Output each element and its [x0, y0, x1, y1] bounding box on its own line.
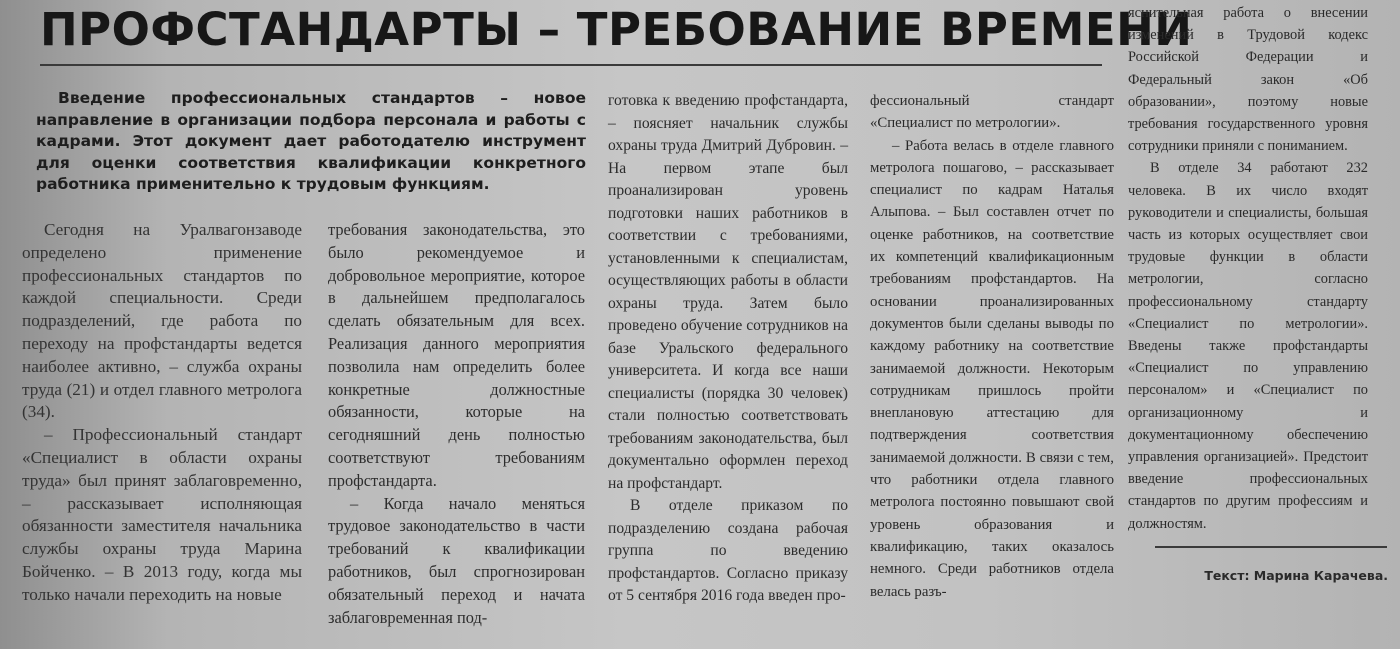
- paragraph: В отделе приказом по подразделению создана рабочая группа по введению профстандартов. Согласно приказу от 5 сентября 2016 года введен про-: [608, 497, 848, 604]
- end-rule: [1155, 546, 1387, 548]
- column-4: [870, 90, 1114, 603]
- paragraph: – Профессиональный стандарт «Специалист в области охраны труда» был принят заблаговременно, – рассказывает исполняющая обязанности заместителя начальника службы охраны труда Марина Бойченко. – В 2013 году, когда мы только начали переходить на новые: [22, 425, 302, 604]
- column-3: [608, 90, 848, 608]
- lead-text: Введение профессиональных стандартов – новое направление в организации подбора персонала и работы с кадрами. Этот документ дает работодателю инструмент для оценки соответствия квалификации конкретного работника применительно к трудовым функциям.: [36, 89, 586, 194]
- paragraph: – Работа велась в отделе главного метролога пошагово, – рассказывает специалист по кадрам Наталья Алыпова. – Был составлен отчет по оценке работников, на соответствие их компетенций квалификационным требованиям профстандартов. На основании проанализированных документов были сделаны выводы по каждому работнику на соответствие занимаемой должности. Некоторым сотрудникам пришлось пройти внеплановую аттестацию для подтверждения соответствия занимаемой должности. В связи с тем, что работники отдела главного метролога постоянно повышают свой уровень образования и квалификацию, таких оказалось немного. Среди работников отдела велась разъ-: [870, 137, 1114, 600]
- column-5: [1128, 2, 1368, 535]
- column-2: [328, 219, 585, 629]
- paragraph: яснительная работа о внесении изменений в Трудовой кодекс Российской Федерации и Федеральный закон «Об образовании», поэтому новые требования государственного уровня сотрудники приняли с пониманием.: [1128, 5, 1368, 155]
- article-lead: [36, 88, 586, 196]
- headline-rule: [40, 64, 1102, 66]
- paragraph: готовка к введению профстандарта, – поясняет начальник службы охраны труда Дмитрий Дубровин. – На первом этапе был проанализирован уровень подготовки наших работников в соответствии с требованиями, установленными к специалистам, осуществляющих работы в области охраны труда. Затем было проведено обучение сотрудников на базе Уральского федерального университета. И когда все наши специалисты (порядка 30 человек) стали полностью соответствовать требованиям законодательства, был документально оформлен переход на профстандарт.: [608, 92, 848, 492]
- paragraph: требования законодательства, это было рекомендуемое и добровольное мероприятие, которое в дальнейшем предполагалось сделать обязательным для всех. Реализация данного мероприятия позволила нам определить более конкретные должностные обязанности, которые на сегодняшний день полностью соответствуют требованиям профстандарта.: [328, 220, 585, 490]
- paragraph: фессиональный стандарт «Специалист по метрологии».: [870, 93, 1114, 132]
- paragraph: – Когда начало меняться трудовое законодательство в части требований к квалификации работников, был спрогнозирован обязательный переход и начата заблаговременная под-: [328, 493, 585, 627]
- article-headline: ПРОФСТАНДАРТЫ – ТРЕБОВАНИЕ ВРЕМЕНИ: [40, 3, 1193, 56]
- column-1: [22, 219, 302, 607]
- author-byline: Текст: Марина Карачева.: [1204, 568, 1388, 583]
- paragraph: Сегодня на Уралвагонзаводе определено применение профессиональных стандартов по каждой специальности. Среди подразделений, где работа по переходу на профстандарты ведется наиболее активно, – служба охраны труда (21) и отдел главного метролога (34).: [22, 220, 302, 422]
- paragraph: В отделе 34 работают 232 человека. В их число входят руководители и специалисты, большая часть из которых осуществляет свои трудовые функции в области метрологии, согласно профессиональному стандарту «Специалист по метрологии». Введены также профстандарты «Специалист по управлению персоналом» и «Специалист по организационному и документационному обеспечению управления организацией». Предстоит введение профессиональных стандартов по другим профессиям и должностям.: [1128, 160, 1368, 532]
